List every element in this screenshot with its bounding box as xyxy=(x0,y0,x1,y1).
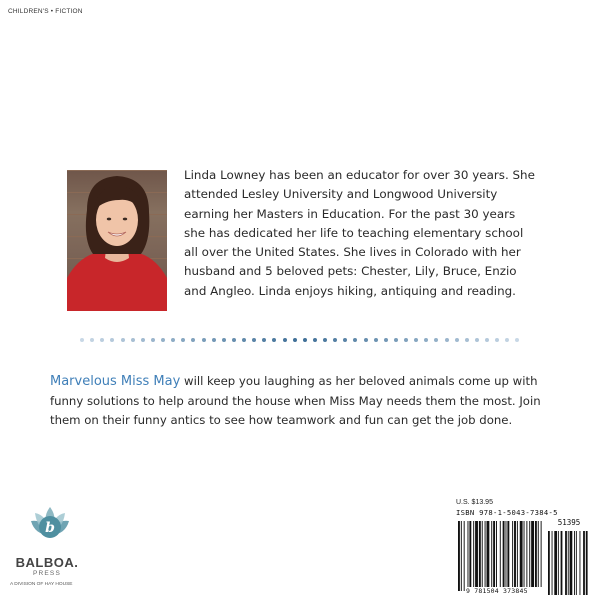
divider-dot xyxy=(212,338,216,342)
divider-dot xyxy=(151,338,155,342)
barcode-supplement-number: 51395 xyxy=(546,518,592,527)
divider-dot xyxy=(394,338,398,342)
divider-dot xyxy=(353,338,357,342)
divider-dot xyxy=(414,338,418,342)
divider-dot xyxy=(272,338,276,342)
divider-dot xyxy=(121,338,125,342)
divider-dot xyxy=(191,338,195,342)
divider-dot xyxy=(465,338,469,342)
divider-dot xyxy=(181,338,185,342)
divider-dot xyxy=(445,338,449,342)
divider-dot xyxy=(283,338,287,342)
divider-dot xyxy=(364,338,368,342)
book-blurb xyxy=(50,372,560,431)
svg-text:b: b xyxy=(45,520,55,536)
divider-dot xyxy=(131,338,135,342)
lotus-icon xyxy=(29,505,71,551)
publisher-division: A DIVISION OF HAY HOUSE xyxy=(10,582,73,587)
divider-dot xyxy=(313,338,317,342)
divider-dot xyxy=(323,338,327,342)
divider-dot xyxy=(110,338,114,342)
divider-dot xyxy=(242,338,246,342)
decorative-dot-divider xyxy=(80,337,520,343)
author-photo xyxy=(67,170,167,311)
divider-dot xyxy=(252,338,256,342)
divider-dot xyxy=(100,338,104,342)
divider-dot xyxy=(455,338,459,342)
divider-dot xyxy=(434,338,438,342)
divider-dot xyxy=(404,338,408,342)
barcode-ean-number: 9 781504 373845 xyxy=(466,587,546,595)
price-label: U.S. $13.95 xyxy=(456,499,493,506)
divider-dot xyxy=(485,338,489,342)
divider-dot xyxy=(222,338,226,342)
divider-dot xyxy=(384,338,388,342)
divider-dot xyxy=(475,338,479,342)
divider-dot xyxy=(90,338,94,342)
divider-dot xyxy=(505,338,509,342)
blurb-text: will keep you laughing as her beloved animals come up with funny solutions to help around the house when Miss May needs them the most. Join them on their funny antics to see how teamwork and fun can get the job done. xyxy=(50,374,541,428)
divider-dot xyxy=(424,338,428,342)
divider-dot xyxy=(171,338,175,342)
book-title: Marvelous Miss May xyxy=(50,374,181,389)
divider-dot xyxy=(374,338,378,342)
divider-dot xyxy=(303,338,307,342)
publisher-press: PRESS xyxy=(32,570,62,577)
divider-dot xyxy=(333,338,337,342)
author-bio: Linda Lowney has been an educator for over 30 years. She attended Lesley University and Longwood University earning her Masters in Education. For the past 30 years she has dedicated her life to teaching elementary school all over the United States. She lives in Colorado with her husband and 5 beloved pets: Chester, Lily, Bruce, Enzio and Angleo. Linda enjoys hiking, antiquing and reading. xyxy=(184,168,535,298)
publisher-logo xyxy=(8,505,98,595)
divider-dot xyxy=(262,338,266,342)
category-label: CHILDREN'S • FICTION xyxy=(8,8,83,15)
divider-dot xyxy=(495,338,499,342)
divider-dot xyxy=(515,338,519,342)
author-portrait-illustration xyxy=(67,170,167,311)
divider-dot xyxy=(293,338,297,342)
divider-dot xyxy=(232,338,236,342)
divider-dot xyxy=(80,338,84,342)
divider-dot xyxy=(202,338,206,342)
divider-dot xyxy=(141,338,145,342)
divider-dot xyxy=(343,338,347,342)
isbn-label: ISBN 978-1-5043-7384-5 xyxy=(456,508,558,517)
divider-dot xyxy=(161,338,165,342)
publisher-name: BALBOA. xyxy=(15,555,79,570)
